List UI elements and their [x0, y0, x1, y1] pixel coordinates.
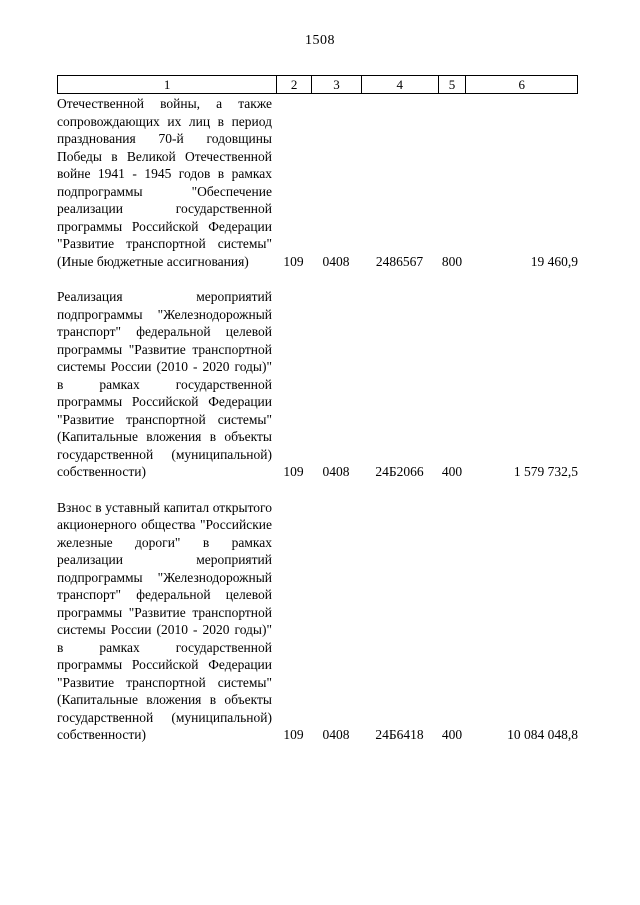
row-code-expense-type: 400: [441, 727, 463, 742]
header-col-3: 3: [311, 76, 361, 93]
header-col-6: 6: [465, 76, 577, 93]
row-amount: 1 579 732,5: [513, 464, 578, 479]
header-col-4: 4: [361, 76, 438, 93]
row-code-target-item: 24Б6418: [375, 727, 424, 742]
table-row: [57, 288, 578, 481]
row-amount: 19 460,9: [530, 253, 578, 269]
row-code-chapter: 109: [283, 253, 304, 269]
row-code-section: 0408: [322, 464, 350, 479]
row-code-expense-type: 800: [441, 253, 463, 269]
table-row: [57, 499, 578, 744]
header-col-5: 5: [438, 76, 466, 93]
row-code-chapter: 109: [283, 727, 304, 742]
row-code-chapter: 109: [283, 464, 304, 479]
header-col-1: 1: [163, 77, 171, 92]
budget-table: [57, 75, 578, 744]
row-code-target-item: 2486567: [375, 253, 424, 269]
table-row: [57, 95, 578, 270]
row-description: Реализация мероприятий подпрограммы "Железнодорожный транспорт" федеральной целевой программы "Развитие транспортной системы России (2010 - 2020 годы)" в рамках государственной программы Российской Федерации "Развитие транспортной системы" (Капитальные вложения в объекты государственной (муниципальной) собственности): [57, 289, 272, 479]
header-col-2: 2: [276, 76, 311, 93]
table-header-row: [57, 75, 578, 94]
row-amount: 10 084 048,8: [507, 727, 578, 742]
page-number: 1508: [305, 33, 335, 48]
row-code-section: 0408: [322, 253, 350, 269]
row-code-section: 0408: [322, 727, 350, 742]
row-description: Отечественной войны, а также сопровождающих их лиц в период празднования 70-й годовщины Победы в Великой Отечественной войне 1941 - 1945 годов в рамках подпрограммы "Обеспечение реализации государственной программы Российской Федерации "Развитие транспортной системы" (Иные бюджетные ассигнования): [57, 96, 272, 269]
row-code-target-item: 24Б2066: [375, 464, 424, 479]
row-code-expense-type: 400: [441, 464, 463, 479]
row-description: Взнос в уставный капитал открытого акционерного общества "Российские железные дороги" в рамках реализации мероприятий подпрограммы "Железнодорожный транспорт" федеральной целевой программы "Развитие транспортной системы России (2010 - 2020 годы)" в рамках государственной программы Российской Федерации "Развитие транспортной системы" (Капитальные вложения в объекты государственной (муниципальной) собственности): [57, 499, 272, 742]
